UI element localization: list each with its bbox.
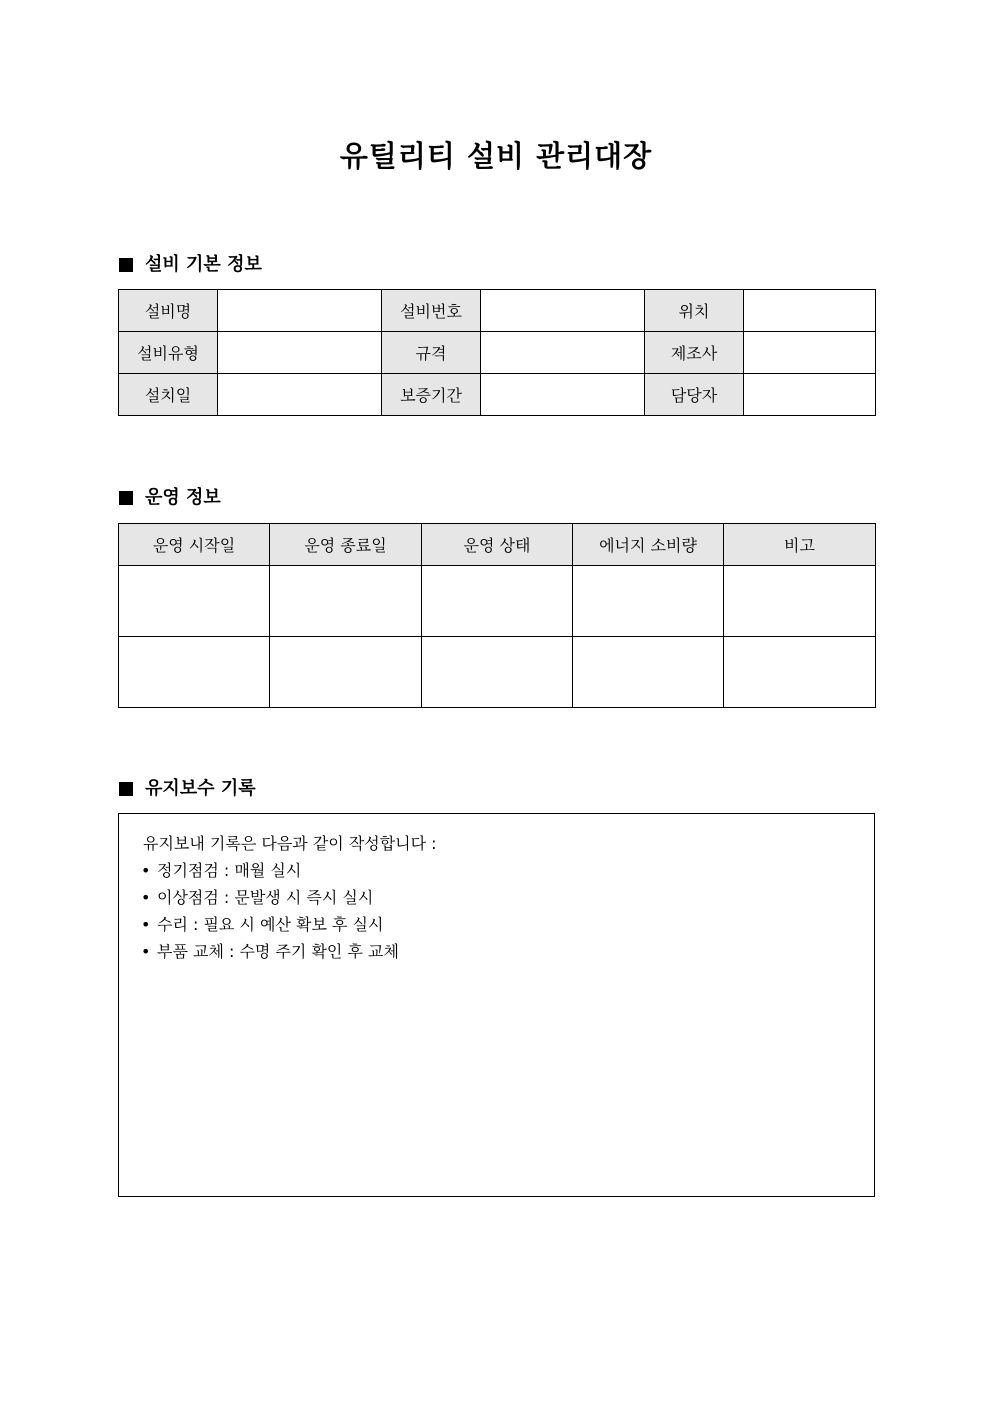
table-row — [119, 566, 876, 637]
table-row — [119, 290, 876, 332]
square-bullet-icon — [119, 782, 133, 796]
list-item-text: 부품 교체 : 수명 주기 확인 후 교체 — [157, 942, 399, 961]
label-location: 위치 — [645, 290, 744, 332]
square-bullet-icon — [119, 258, 133, 272]
section-heading-label: 운영 정보 — [145, 487, 221, 508]
bullet-icon: • — [141, 915, 151, 934]
section-heading-label: 설비 기본 정보 — [145, 254, 262, 275]
table-cell[interactable] — [119, 566, 270, 637]
list-item — [141, 942, 399, 969]
column-header-start-date: 운영 시작일 — [119, 524, 270, 566]
table-cell[interactable] — [270, 637, 422, 708]
table-cell[interactable] — [724, 566, 876, 637]
table-cell[interactable] — [119, 637, 270, 708]
column-header-status: 운영 상태 — [422, 524, 573, 566]
value-equipment-name[interactable] — [218, 290, 382, 332]
label-manufacturer: 제조사 — [645, 332, 744, 374]
value-location[interactable] — [744, 290, 876, 332]
label-specification: 규격 — [382, 332, 481, 374]
operation-info-table — [118, 523, 876, 708]
table-row — [119, 374, 876, 416]
page-title: 유틸리티 설비 관리대장 — [339, 139, 653, 173]
table-cell[interactable] — [422, 566, 573, 637]
value-manufacturer[interactable] — [744, 332, 876, 374]
label-install-date: 설치일 — [119, 374, 218, 416]
basic-info-table — [118, 289, 876, 416]
maintenance-record-box[interactable] — [118, 813, 875, 1197]
list-item-text: 이상점검 : 문발생 시 즉시 실시 — [157, 888, 374, 907]
table-cell[interactable] — [724, 637, 876, 708]
value-manager[interactable] — [744, 374, 876, 416]
list-item — [141, 861, 399, 888]
table-cell[interactable] — [573, 566, 724, 637]
maintenance-list — [141, 861, 399, 969]
square-bullet-icon — [119, 491, 133, 505]
column-header-end-date: 운영 종료일 — [270, 524, 422, 566]
column-header-energy: 에너지 소비량 — [573, 524, 724, 566]
column-header-remarks: 비고 — [724, 524, 876, 566]
table-cell[interactable] — [270, 566, 422, 637]
label-equipment-type: 설비유형 — [119, 332, 218, 374]
label-manager: 담당자 — [645, 374, 744, 416]
list-item-text: 정기점검 : 매월 실시 — [157, 861, 302, 880]
value-equipment-type[interactable] — [218, 332, 382, 374]
list-item — [141, 915, 399, 942]
section-heading-label: 유지보수 기록 — [145, 778, 256, 799]
value-warranty-period[interactable] — [481, 374, 645, 416]
table-cell[interactable] — [422, 637, 573, 708]
value-install-date[interactable] — [218, 374, 382, 416]
label-equipment-number: 설비번호 — [382, 290, 481, 332]
value-equipment-number[interactable] — [481, 290, 645, 332]
label-equipment-name: 설비명 — [119, 290, 218, 332]
list-item-text: 수리 : 필요 시 예산 확보 후 실시 — [157, 915, 384, 934]
bullet-icon: • — [141, 861, 151, 880]
list-item — [141, 888, 399, 915]
bullet-icon: • — [141, 942, 151, 961]
maintenance-intro-text: 유지보내 기록은 다음과 같이 작성합니다 : — [143, 834, 437, 853]
table-header-row — [119, 524, 876, 566]
table-cell[interactable] — [573, 637, 724, 708]
table-row — [119, 332, 876, 374]
value-specification[interactable] — [481, 332, 645, 374]
section-heading-maintenance — [119, 777, 256, 801]
table-row — [119, 637, 876, 708]
bullet-icon: • — [141, 888, 151, 907]
section-heading-operation-info — [119, 486, 221, 510]
label-warranty-period: 보증기간 — [382, 374, 481, 416]
section-heading-basic-info — [119, 253, 262, 277]
